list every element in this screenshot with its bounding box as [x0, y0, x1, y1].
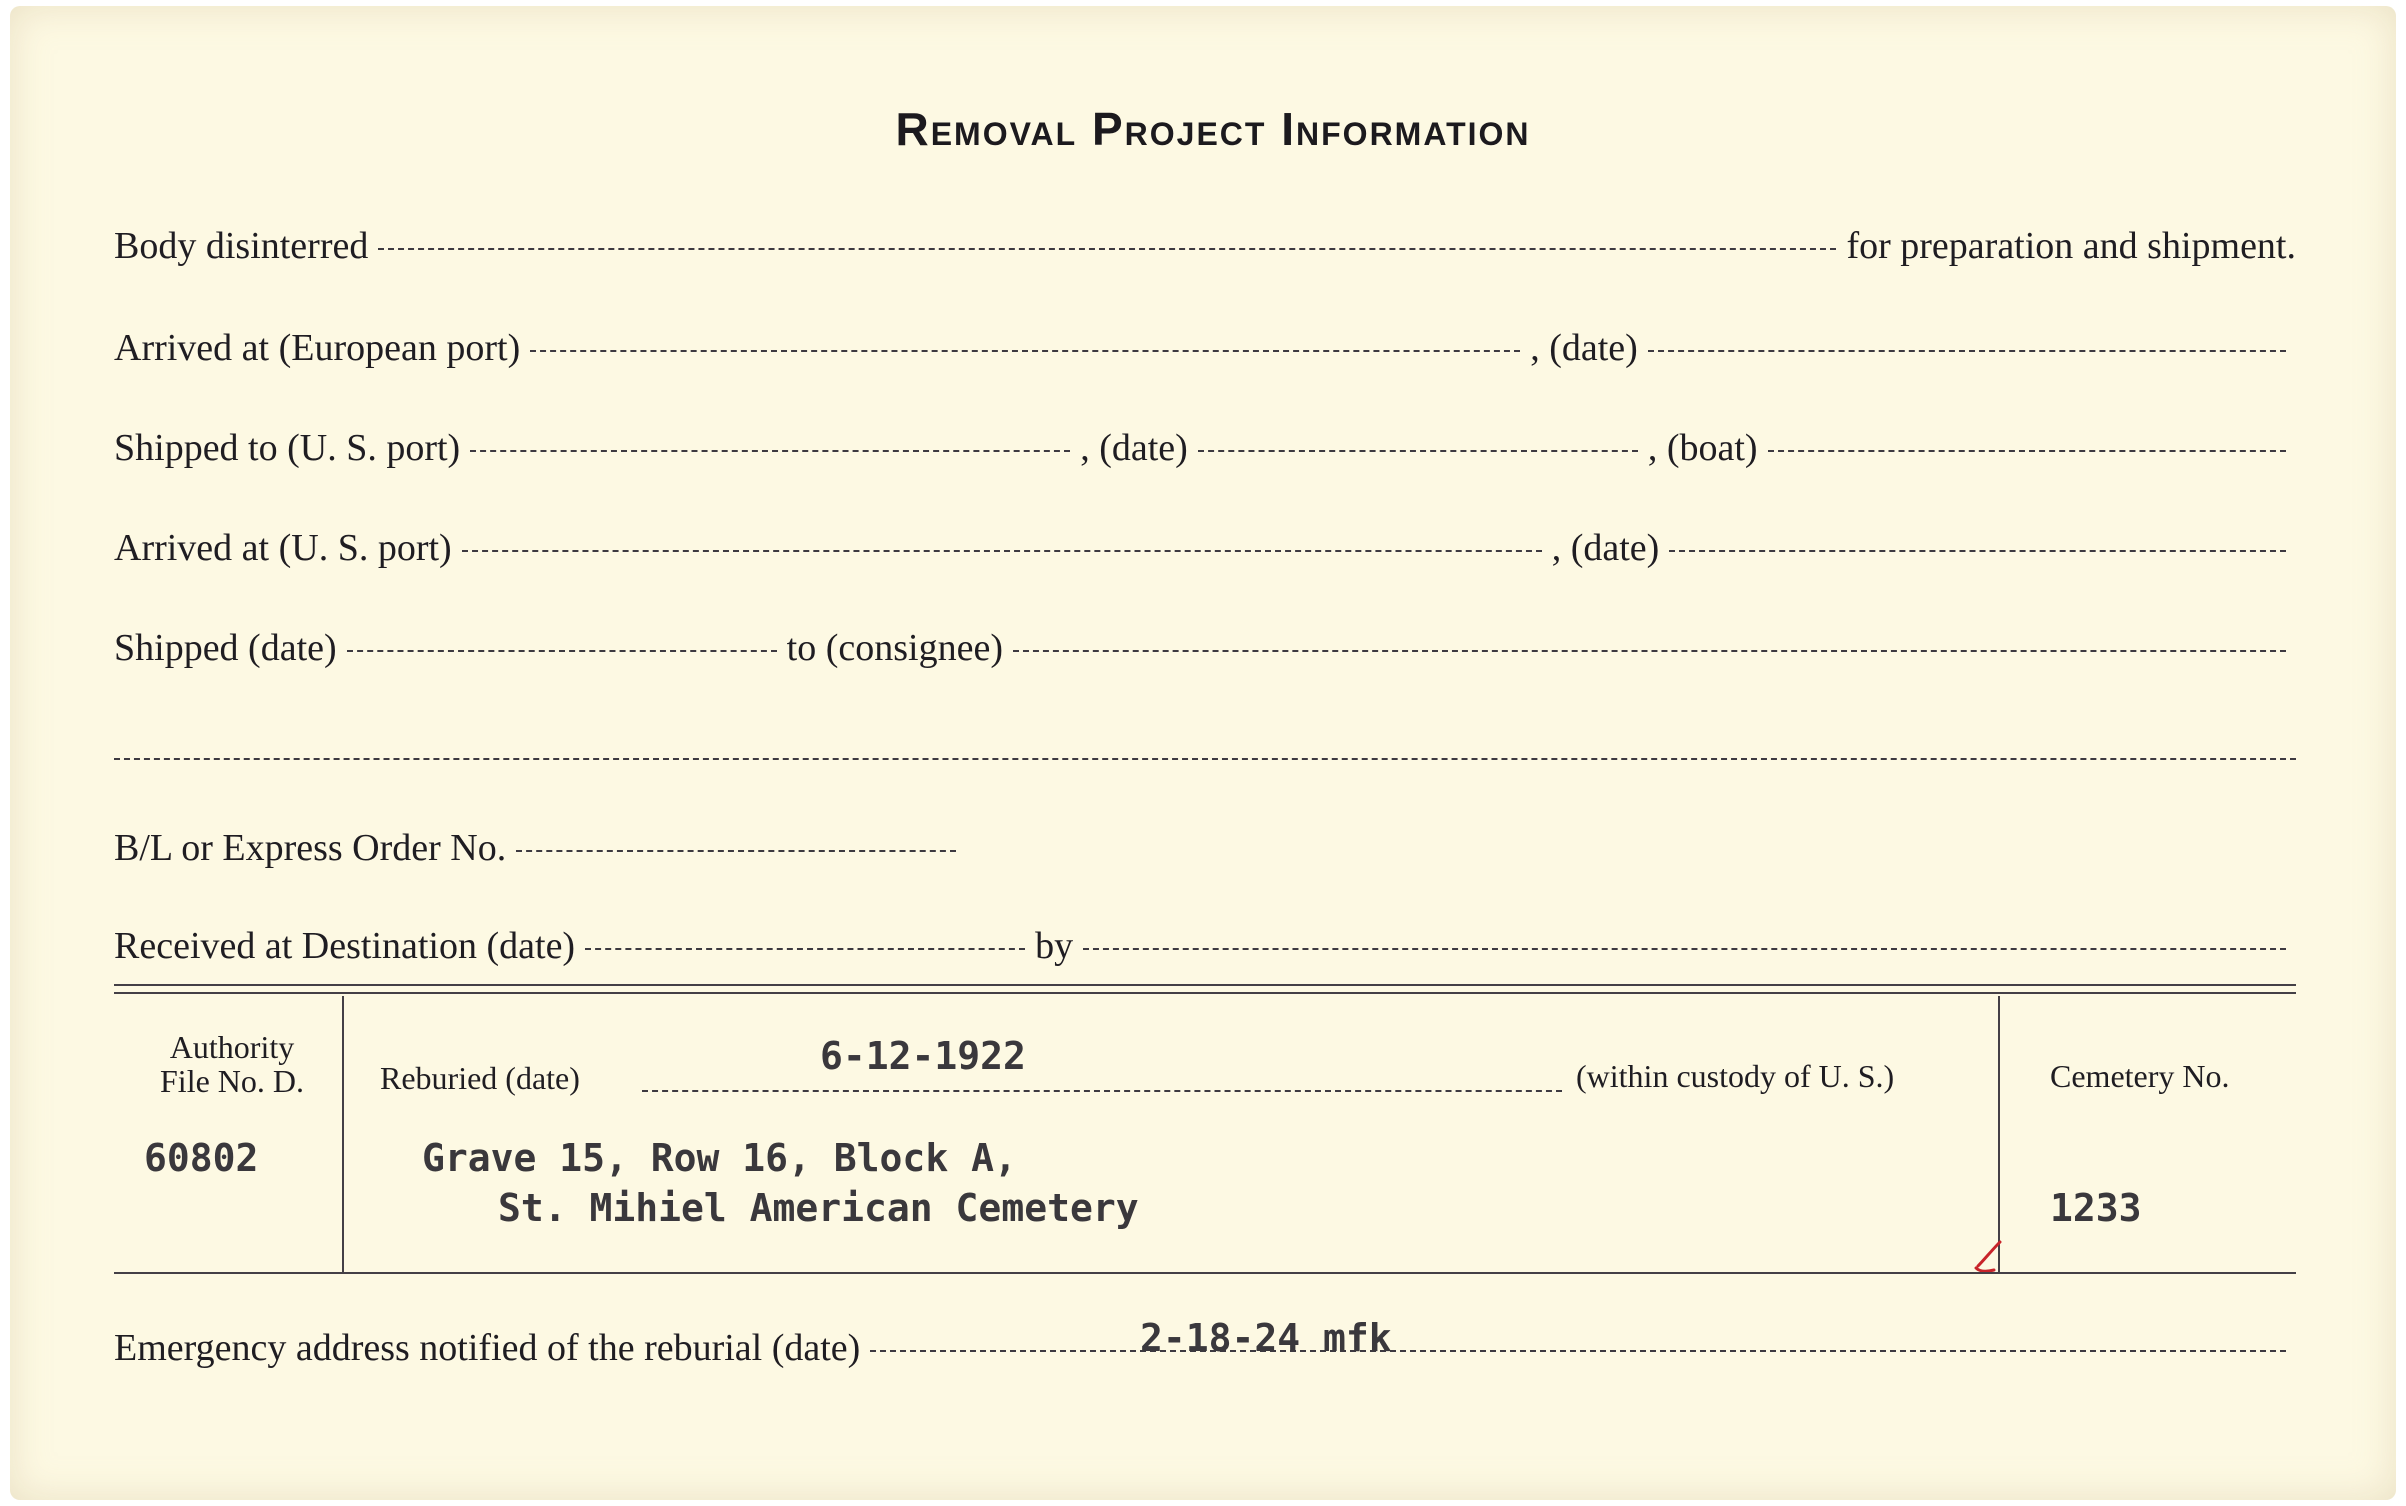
- rule-top-1: [114, 984, 2296, 986]
- blank-shipped-date: [1198, 450, 1638, 452]
- label-shipped-date-only: Shipped (date): [114, 627, 337, 669]
- row-bl-express: [114, 826, 966, 870]
- label-emergency-address: Emergency address notified of the reburial (date): [114, 1327, 861, 1369]
- blank-shipped-us-port: [470, 450, 1070, 452]
- label-custody-note: (within custody of U. S.): [1576, 1058, 1895, 1094]
- label-body-disinterred: Body disinterred: [114, 225, 369, 267]
- blank-consignee: [1013, 650, 2286, 652]
- blank-european-date: [1648, 350, 2286, 352]
- blank-received-by: [1083, 948, 2286, 950]
- blank-shipped-date-only: [347, 650, 777, 652]
- rule-vertical-left: [342, 996, 344, 1272]
- blank-disinterred: [378, 248, 1836, 250]
- label-boat: , (boat): [1647, 427, 1758, 469]
- label-arrived-us-port: Arrived at (U. S. port): [114, 527, 452, 569]
- label-received-destination: Received at Destination (date): [114, 925, 576, 967]
- reburial-location-line1: Grave 15, Row 16, Block A,: [422, 1136, 1017, 1180]
- row-body-disinterred: [114, 224, 2296, 268]
- emergency-date-value: 2-18-24 mfk: [1140, 1316, 1392, 1360]
- blank-emergency-date: [870, 1350, 2286, 1352]
- label-shipped-date: , (date): [1080, 427, 1188, 469]
- card-title: Removal Project Information: [895, 103, 1531, 155]
- row-shipped-date-consignee: [114, 626, 2296, 670]
- authority-file-number: 60802: [144, 1136, 259, 1180]
- authority-label-line1: Authority: [169, 1029, 295, 1065]
- reburial-location-line2: St. Mihiel American Cemetery: [498, 1186, 1139, 1230]
- label-arrived-european-port: Arrived at (European port): [114, 327, 521, 369]
- cemetery-number-value: 1233: [2050, 1186, 2142, 1230]
- label-consignee: to (consignee): [786, 627, 1003, 669]
- rule-vertical-right: [1998, 996, 2000, 1272]
- reburied-date-value: 6-12-1922: [820, 1034, 1026, 1078]
- blank-arrived-us-date: [1669, 550, 2286, 552]
- blank-bl-express: [516, 850, 956, 852]
- row-arrived-us-port: [114, 526, 2296, 570]
- blank-reburied-date: [642, 1090, 1562, 1092]
- label-reburied-date: Reburied (date): [380, 1060, 580, 1096]
- authority-label: [142, 1030, 322, 1098]
- record-card: [10, 6, 2396, 1500]
- rule-top-2: [114, 992, 2296, 994]
- label-shipped-us-port: Shipped to (U. S. port): [114, 427, 461, 469]
- label-preparation-shipment: for preparation and shipment.: [1846, 225, 2296, 267]
- label-arrived-us-date: , (date): [1551, 527, 1660, 569]
- blank-arrived-us-port: [462, 550, 1542, 552]
- authority-label-line2: File No. D.: [160, 1063, 304, 1099]
- blank-european-port: [530, 350, 1520, 352]
- row-shipped-us-port: [114, 426, 2296, 470]
- blank-received-date: [585, 948, 1025, 950]
- blank-boat: [1768, 450, 2286, 452]
- label-bl-express: B/L or Express Order No.: [114, 827, 507, 869]
- blank-consignee-continued: [114, 758, 2296, 760]
- label-european-date: , (date): [1530, 327, 1638, 369]
- row-arrived-european-port: [114, 326, 2296, 370]
- label-received-by: by: [1035, 925, 1074, 967]
- rule-bottom: [114, 1272, 2296, 1274]
- label-cemetery-number: Cemetery No.: [2050, 1058, 2230, 1094]
- row-received-destination: [114, 924, 2296, 968]
